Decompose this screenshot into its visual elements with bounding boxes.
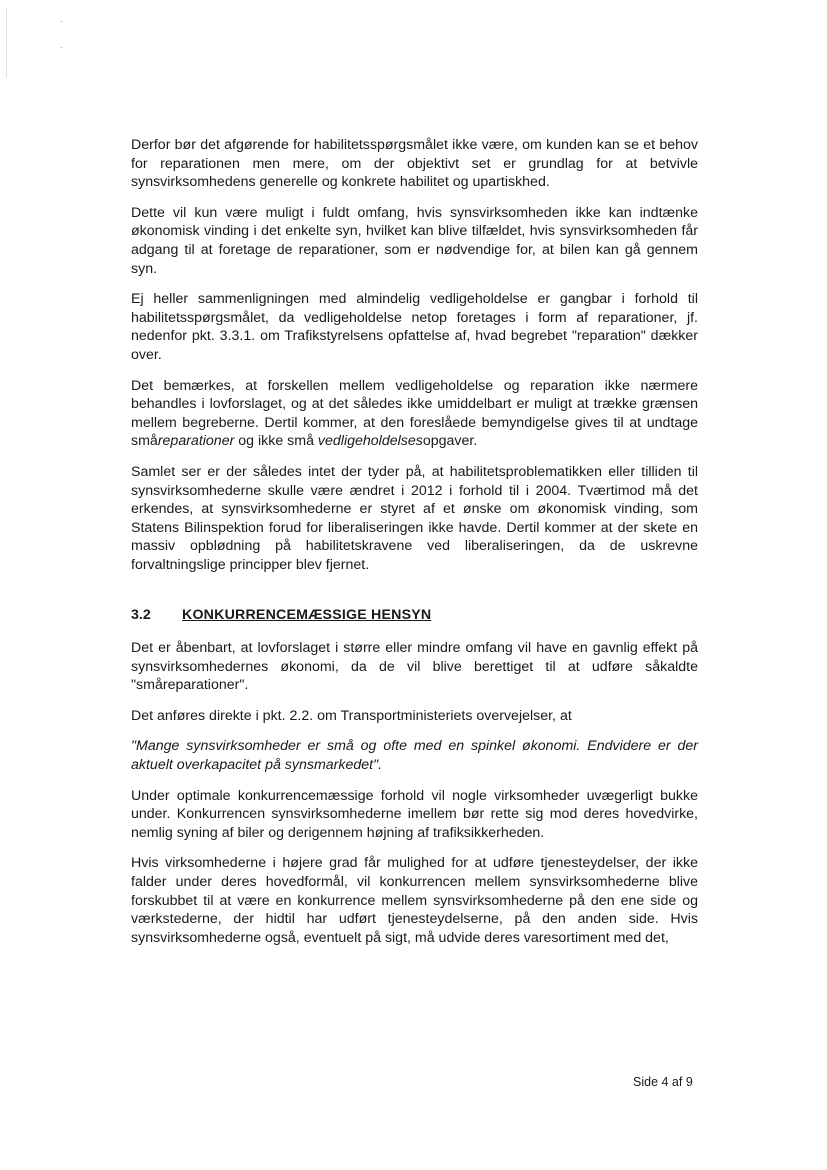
paragraph-text: opgaver. [422,433,478,450]
document-body [131,136,698,959]
paragraph: Derfor bør det afgørende for habilitetsspørgsmålet ikke være, om kunden kan se et behov for reparationen men mere, om der objektivt set er grundlag for at betvivle synsvirksomhedens generelle og konkrete habilitet og upartiskhed. [131,137,698,191]
section-title: KONKURRENCEMÆSSIGE HENSYN [182,607,432,624]
margin-mark: - [60,42,63,52]
emphasis-text: vedligeholdelses [317,433,423,450]
paragraph: Hvis virksomhederne i højere grad får mulighed for at udføre tjenesteydelser, der ikke falder under deres hovedformål, vil konkurrencen mellem synsvirksomhederne blive forskubbet til at være en konkurrence mellem synsvirksomhederne på den ene side og værkstederne, der hidtil har udført tjenesteydelserne, på den anden side. Hvis synsvirksomhederne også, eventuelt på sigt, må udvide deres varesortiment med det, [131,855,698,946]
paragraph: Dette vil kun være muligt i fuldt omfang, hvis synsvirksomheden ikke kan indtænke økonomisk vinding i det enkelte syn, hvilket kan blive tilfældet, hvis synsvirksomheden får adgang til at foretage de reparationer, som er nødvendige for, at bilen kan gå gennem syn. [131,204,698,277]
paragraph [131,377,698,451]
paragraph-text: Det bemærkes, at forskellen mellem vedligeholdelse og reparation ikke nærmere behandles i lovforslaget, og at det således ikke umiddelbart er muligt at trække grænsen mellem begreberne. Dertil kommer, at den foreslåede bemyndigelse gives til at undtage små [131,377,698,450]
paragraph-text: og ikke små [234,433,318,450]
emphasis-text: reparationer [157,433,235,450]
paragraph: Det er åbenbart, at lovforslaget i større eller mindre omfang vil have en gavnlig effekt på synsvirksomhedernes økonomi, da de vil blive berettiget til at udføre såkaldte "småreparationer". [131,640,698,694]
block-quote: "Mange synsvirksomheder er små og ofte med en spinkel økonomi. Endvidere er der aktuelt overkapacitet på synsmarkedet". [131,738,698,774]
page-number: Side 4 af 9 [633,1075,693,1089]
section-number: 3.2 [131,607,151,624]
paragraph: Det anføres direkte i pkt. 2.2. om Transportministeriets overvejelser, at [131,707,572,724]
scan-edge-line [6,8,7,78]
paragraph: Ej heller sammenligningen med almindelig vedligeholdelse er gangbar i forhold til habilitetsspørgsmålet, da vedligeholdelse netop foretages i form af reparationer, jf. nedenfor pkt. 3.3.1. om Trafikstyrelsens opfattelse af, hvad begrebet "reparation" dækker over. [131,291,698,363]
paragraph: Under optimale konkurrencemæssige forhold vil nogle virksomheder uvægerligt bukke under. Konkurrencen synsvirksomhederne imellem bør rette sig mod deres hovedvirke, nemlig syning af biler og derigennem højning af trafiksikkerheden. [131,787,698,841]
margin-mark: - [60,16,63,26]
paragraph: Samlet ser er der således intet der tyder på, at habilitetsproblematikken eller tilliden til synsvirksomhederne skulle være ændret i 2012 i forhold til i 2004. Tværtimod må det erkendes, at synsvirksomhederne er styret af et ønske om økonomisk vinding, som Statens Bilinspektion forud for liberaliseringen ikke havde. Dertil kommer at der skete en massiv opblødning på habilitetskravene ved liberaliseringen, da de uskrevne forvaltningslige principper blev fjernet. [131,463,698,573]
section-heading [131,606,698,625]
